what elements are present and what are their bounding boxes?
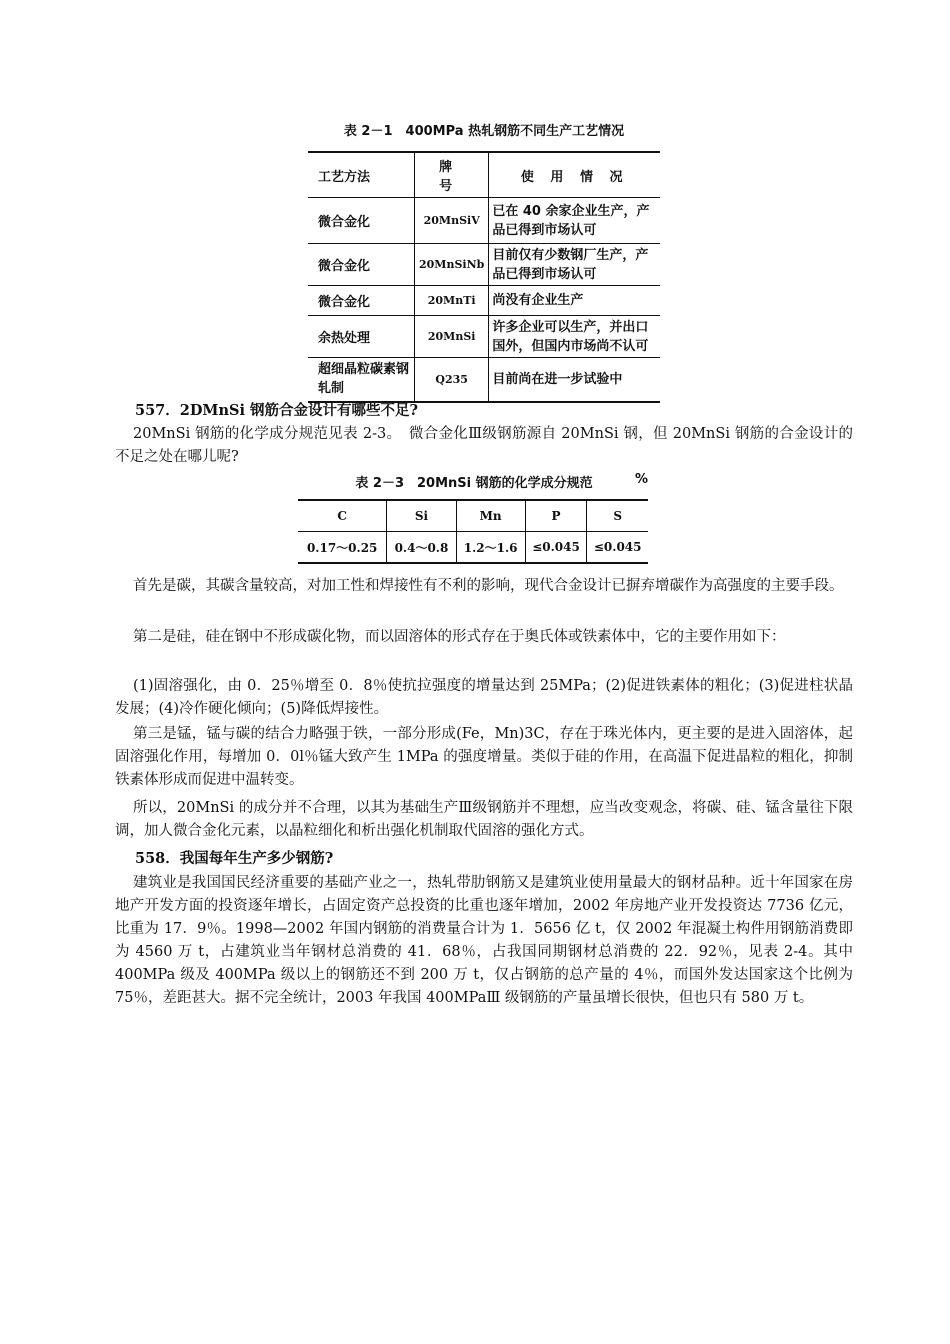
question-557-intro: 20MnSi 钢筋的化学成分规范见表 2-3。 微合金化Ⅲ级钢筋源自 20MnSi 钢，但 20MnSi 钢筋的合金设计的不足之处在哪儿呢? xyxy=(115,426,853,465)
table-row xyxy=(298,532,648,564)
paragraph-silicon-effects: (1)固溶强化，由 0．25％增至 0．8％使抗拉强度的增量达到 25MPa；(2)促进铁素体的粗化；(3)促进柱状晶发展；(4)冷作硬化倾向；(5)降低焊接性。 xyxy=(115,678,853,717)
header-cell: Mn xyxy=(456,500,525,532)
table-2-1 xyxy=(308,120,660,403)
table-header-row xyxy=(298,500,648,532)
table-cell: 0.17～0.25 xyxy=(306,540,378,555)
paragraph-silicon: 第二是硅，硅在钢中不形成碳化物，而以固溶体的形式存在于奥氏体或铁素体中，它的主要作用如下： xyxy=(133,629,786,645)
header-cell: 使 用 情 况 xyxy=(489,152,660,198)
table-cell: 超细晶粒碳素钢轧制 xyxy=(308,358,415,402)
table-cell: 微合金化 xyxy=(308,244,415,286)
table-cell: ≤0.045 xyxy=(525,532,587,564)
table-cell: ≤0.045 xyxy=(587,532,648,564)
header-cell: Si xyxy=(387,500,456,532)
table-cell: 已在 40 余家企业生产，产品已得到市场认可 xyxy=(489,198,660,244)
table-2-1-grid xyxy=(308,151,660,403)
table-cell: 20MnSiV xyxy=(415,198,489,244)
header-cell: 牌 号 xyxy=(415,152,489,198)
table-2-1-caption: 表 2－1 400MPa 热轧钢筋不同生产工艺情况 xyxy=(343,124,625,139)
table-header-row xyxy=(308,152,660,198)
table-cell: Q235 xyxy=(415,358,489,402)
table-cell: 20MnTi xyxy=(415,286,489,316)
table-row xyxy=(308,286,660,316)
table-2-3-grid xyxy=(298,499,648,564)
header-cell: S xyxy=(587,500,648,532)
table-2-3-caption: 表 2－3 20MnSi 钢筋的化学成分规范 xyxy=(355,476,593,491)
question-558-body: 建筑业是我国国民经济重要的基础产业之一，热轧带肋钢筋又是建筑业使用量最大的钢材品种。近十年国家在房地产开发方面的投资逐年增长，占固定资产总投资的比重也逐年增加，2002 年房地产业开发投资达 7736 亿元，比重为 17．9％。1998—2002 年国内钢筋的消费量合计为 1．5656 亿 t，仅 2002 年混凝土构件用钢筋消费即为 4560 万 t，占建筑业当年钢材总消费的 41．68％，占我国同期钢材总消费的 22．92％，见表 2-4。其中 400MPa 级及 400MPa 级以上的钢筋还不到 200 万 t，仅占钢筋的总产量的 4％，而国外发达国家这个比例为 75％，差距甚大。据不完全统计，2003 年我国 400MPaⅢ 级钢筋的产量虽增长很快，但也只有 580 万 t。 xyxy=(115,875,853,1006)
table-row xyxy=(308,316,660,358)
header-cell: P xyxy=(525,500,587,532)
table-cell: 目前尚在进一步试验中 xyxy=(489,358,660,402)
table-row xyxy=(308,358,660,402)
header-cell: C xyxy=(298,500,387,532)
table-2-3-caption-row xyxy=(298,472,650,491)
table-cell: 目前仅有少数钢厂生产，产品已得到市场认可 xyxy=(489,244,660,286)
table-row xyxy=(308,198,660,244)
question-557-title: 557．2DMnSi 钢筋合金设计有哪些不足? xyxy=(135,402,419,419)
paragraph-manganese: 第三是锰，锰与碳的结合力略强于铁，一部分形成(Fe，Mn)3C，存在于珠光体内，更主要的是进入固溶体，起固溶强化作用，每增加 0．0l％锰大致产生 1MPa 的强度增量。类似于硅的作用，在高温下促进晶粒的粗化，抑制铁素体形成而促进中温转变。 xyxy=(115,726,853,788)
table-cell: 微合金化 xyxy=(308,198,415,244)
table-cell: 微合金化 xyxy=(308,286,415,316)
paragraph-carbon: 首先是碳，其碳含量较高，对加工性和焊接性有不利的影响，现代合金设计已摒弃增碳作为高强度的主要手段。 xyxy=(133,578,844,594)
table-cell: 0.4～0.8 xyxy=(387,532,456,564)
table-cell: 20MnSiNb xyxy=(415,244,489,286)
table-row xyxy=(308,244,660,286)
table-cell: 20MnSi xyxy=(415,316,489,358)
table-cell: 余热处理 xyxy=(308,316,415,358)
header-cell: 工艺方法 xyxy=(308,152,415,198)
table-cell: 尚没有企业生产 xyxy=(489,286,660,316)
table-2-3 xyxy=(298,472,650,564)
table-cell: 1.2～1.6 xyxy=(456,532,525,564)
question-558-title: 558．我国每年生产多少钢筋? xyxy=(135,850,334,867)
paragraph-conclusion: 所以，20MnSi 的成分并不合理，以其为基础生产Ⅲ级钢筋并不理想，应当改变观念，将碳、硅、锰含量往下限调，加人微合金化元素，以晶粒细化和析出强化机制取代固溶的强化方式。 xyxy=(115,800,853,839)
table-2-3-unit: % xyxy=(634,472,648,487)
table-cell: 许多企业可以生产，并出口国外，但国内市场尚不认可 xyxy=(489,316,660,358)
